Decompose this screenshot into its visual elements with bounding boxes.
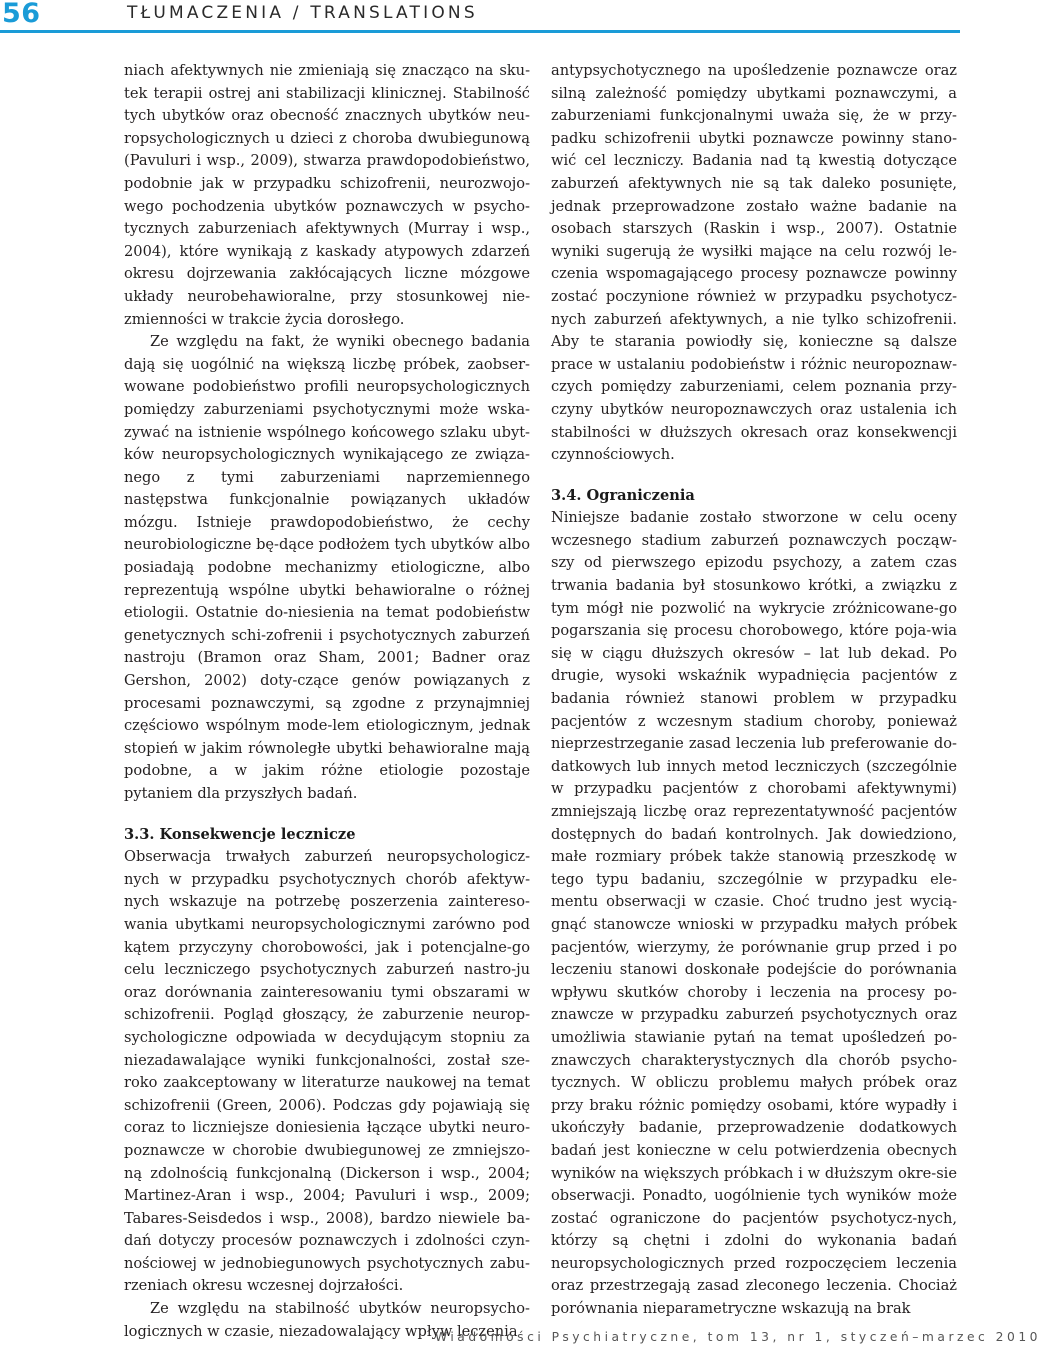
page-number: 56 bbox=[2, 0, 41, 29]
left-paragraph-2: Ze względu na fakt, że wyniki obecnego badania dają się uogólnić na większą liczbę próbek, zaobser-wowane podobieństwo profili neuropsychologicznych pomiędzy zaburzeniami psychotycznymi może wska-zywać na istnienie wspólnego końcowego szlaku ubyt-ków neuropsychologicznych wynikającego ze związa-nego z tymi zaburzeniami naprzemiennego następstwa funkcjonalnie powiązanych układów mózgu. Istnieje prawdopodobieństwo, że cechy neurobiologiczne bę-dące podłożem tych ubytków albo posiadają podobne mechanizmy etiologiczne, albo reprezentują wspólne ubytki behawioralne o różnej etiologii. Ostatnie do-niesienia na temat podobieństw genetycznych schi-zofrenii i psychotycznych zaburzeń nastroju (Bramon oraz Sham, 2001; Badner oraz Gershon, 2002) doty-czące genów powiązanych z procesami poznawczymi, są zgodne z przynajmniej częściowo wspólnym mode-lem etiologicznym, jednak stopień w jakim równoległe ubytki behawioralne mają podobne, a w jakim różne etiologie pozostaje pytaniem dla przyszłych badań. bbox=[124, 333, 530, 802]
footer-citation: Wiadomości Psychiatryczne, tom 13, nr 1, styczeń–marzec 2010 bbox=[435, 1330, 1041, 1344]
left-column bbox=[124, 60, 530, 1343]
right-paragraph-1: antypsychotycznego na upośledzenie poznawcze oraz silną zależność pomiędzy ubytkami poznawczymi, a zaburzeniami funkcjonalnymi uważa się, że w przy-padku schizofrenii ubytki poznawcze powinny stano-wić cel leczniczy. Badania nad tą kwestią dotyczące zaburzeń afektywnych nie są tak daleko posunięte, jednak przeprowadzone zostało ważne badanie na osobach starszych (Raskin i wsp., 2007). Ostatnie wyniki sugerują że wysiłki mające na celu rozwój le-czenia wspomagającego procesy poznawcze powinny zostać poczynione również w przypadku psychotycz-nych zaburzeń afektywnych, a nie tylko schizofrenii. Aby te starania powiodły się, konieczne są dalsze prace w ustalaniu podobieństw i różnic neuropoznaw-czych pomiędzy zaburzeniami, celem poznania przy-czyny ubytków neuropoznawczych oraz ustalenia ich stabilności w dłuższych okresach oraz konsekwencji czynnościowych. bbox=[551, 62, 957, 464]
left-paragraph-4: Ze względu na stabilność ubytków neuropsycho-logicznych w czasie, niezadowalający wpływ leczenia bbox=[124, 1300, 530, 1340]
spacer bbox=[551, 467, 957, 485]
spacer bbox=[124, 806, 530, 824]
section-heading-consequences: 3.3. Konsekwencje lecznicze bbox=[124, 825, 356, 843]
section-title: TŁUMACZENIA / TRANSLATIONS bbox=[127, 3, 478, 23]
header-rule bbox=[0, 30, 960, 33]
left-paragraph-3: Obserwacja trwałych zaburzeń neuropsychologicz-nych w przypadku psychotycznych chorób afektyw-nych wskazuje na potrzebę poszerzenia zaintereso-wania ubytkami neuropsychologicznymi zarówno pod kątem przyczyny chorobowości, jak i potencjalne-go celu leczniczego psychotycznych zaburzeń nastro-ju oraz dorównania zainteresowaniu tymi obszarami w schizofrenii. Pogląd głoszący, że zaburzenie neurop-sychologiczne odpowiada w decydującym stopniu za niezadawalające wyniki funkcjonalności, został sze-roko zaakceptowany w literaturze naukowej na temat schizofrenii (Green, 2006). Podczas gdy pojawiają się coraz to liczniejsze doniesienia łączące ubytki neuro-poznawcze w chorobie dwubiegunowej ze zmniejszo-ną zdolnością funkcjonalną (Dickerson i wsp., 2004; Martinez-Aran i wsp., 2004; Pavuluri i wsp., 2009; Tabares-Seisdedos i wsp., 2008), bardzo niewiele ba-dań dotyczy procesów poznawczych i zdolności czyn-nościowej w jednobiegunowych psychotycznych zabu-rzeniach okresu wczesnej dojrzałości. bbox=[124, 848, 530, 1295]
page-header bbox=[0, 0, 960, 32]
right-paragraph-2: Niniejsze badanie zostało stworzone w celu oceny wczesnego stadium zaburzeń poznawczych począw-szy od pierwszego epizodu psychozy, a zatem czas trwania badania był stosunkowo krótki, a związku z tym mógł nie pozwolić na wykrycie zróżnicowane-go pogarszania się procesu chorobowego, które poja-wia się w ciągu dłuższych okresów – lat lub dekad. Po drugie, wysoki wskaźnik wypadnięcia pacjentów z badania również stanowi problem w przypadku pacjentów z wczesnym stadium choroby, ponieważ nieprzestrzeganie zasad leczenia lub preferowanie do-datkowych lub innych metod leczniczych (szczególnie w przypadku pacjentów z chorobami afektywnymi) zmniejszają liczbę oraz reprezentatywność pacjentów dostępnych do badań kontrolnych. Jak dowiedziono, małe rozmiary próbek także stanowią przeszkodę w tego typu badaniu, szczególnie w przypadku ele-mentu obserwacji w czasie. Choć trudno jest wycią-gnąć stanowcze wnioski w przypadku małych próbek pacjentów, wierzymy, że porównanie grup przed i po leczeniu stanowi doskonałe podejście do porównania wpływu skutków choroby i leczenia na procesy po-znawcze w przypadku zaburzeń psychotycznych oraz umożliwia stawianie pytań na temat upośledzeń po-znawczych charakterystycznych dla chorób psycho-tycznych. W obliczu problemu małych próbek oraz przy braku różnic pomiędzy osobami, które wypadły i ukończyły badanie, przeprowadzenie dodatkowych badań jest konieczne w celu potwierdzenia obecnych wyników na większych próbkach i w dłuższym okre-sie obserwacji. Ponadto, uogólnienie tych wyników może zostać ograniczone do pacjentów psychotycz-nych, którzy są chętni i zdolni do wykonania badań neuropsychologicznych przed rozpoczęciem leczenia oraz przestrzegają zasad zleconego leczenia. Chociaż porównania nieparametryczne wskazują na brak bbox=[551, 509, 957, 1318]
left-paragraph-1: niach afektywnych nie zmieniają się znacząco na sku-tek terapii ostrej ani stabilizacji klinicznej. Stabilność tych ubytków oraz obecność znacznych ubytków neu-ropsychologicznych u dzieci z choroba dwubiegunową (Pavuluri i wsp., 2009), stwarza prawdopodobieństwo, podobnie jak w przypadku schizofrenii, neurozwojo-wego pochodzenia ubytków poznawczych w psycho-tycznych zaburzeniach afektywnych (Murray i wsp., 2004), które wynikają z kaskady atypowych zdarzeń okresu dojrzewania zakłócających liczne mózgowe układy neurobehawioralne, przy stosunkowej nie-zmienności w trakcie życia dorosłego. bbox=[124, 62, 530, 328]
right-column bbox=[551, 60, 957, 1321]
section-heading-limitations: 3.4. Ograniczenia bbox=[551, 486, 695, 504]
